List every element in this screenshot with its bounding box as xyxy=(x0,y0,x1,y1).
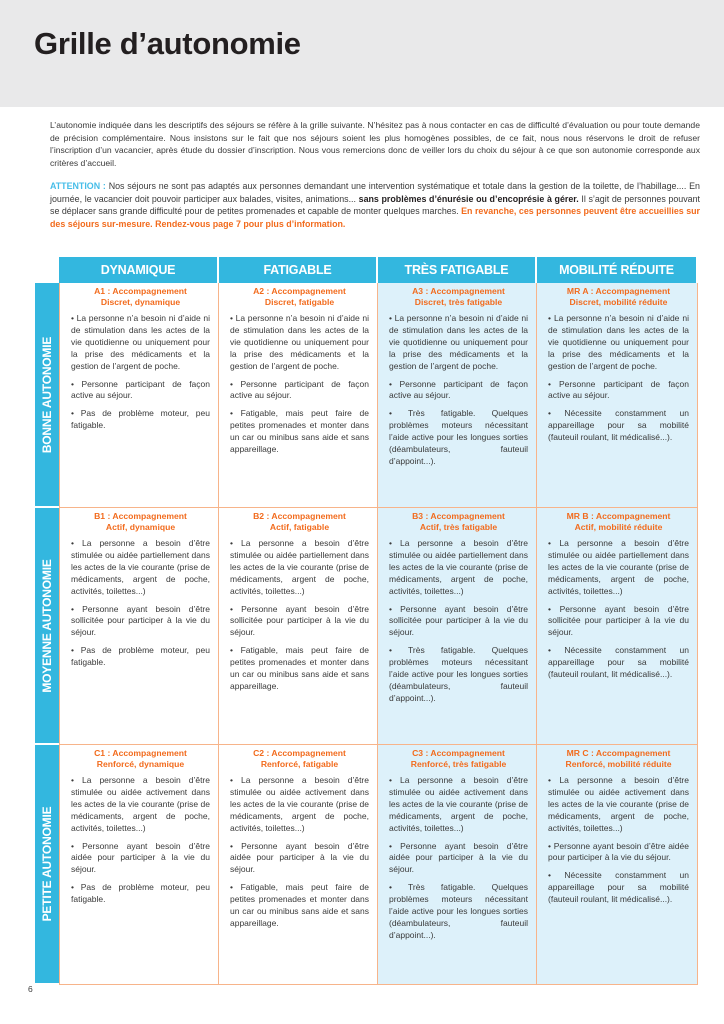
cell-bullet: • Pas de problème moteur, peu fatigable. xyxy=(71,408,210,431)
cell-bullet: • Personne participant de façon active au séjour. xyxy=(389,378,528,401)
cell-title: C2 : Accompagnement Renforcé, fatigable xyxy=(253,748,346,769)
grid-cell-b1 xyxy=(59,508,219,745)
cell-bullet: • Nécessite constamment un appareillage pour sa mobilité (fauteuil roulant, lit médicalisé...). xyxy=(548,645,689,680)
page-title: Grille d’autonomie xyxy=(34,26,301,61)
grid-cell-a1 xyxy=(59,283,219,508)
cell-bullet: • Personne ayant besoin d’être aidée pour participer à la vie du séjour. xyxy=(548,840,689,863)
cell-bullet: • Personne ayant besoin d’être aidée pour participer à la vie du séjour. xyxy=(230,840,369,875)
cell-bullet: • Personne participant de façon active au séjour. xyxy=(230,378,369,401)
attention-text-1: Nos séjours ne sont pas adaptés aux personnes demandant une intervention systématique et totale dans la gestion de la toilette, de l’habillage.... En journée, le vacancier doit pouvoir participer aux balades, visites, animations... xyxy=(50,181,700,204)
grid-cell-mr-c xyxy=(537,745,698,985)
cell-bullet: • Très fatigable. Quelques problèmes moteurs nécessitant l’aide active pour les longues sorties (déambulateurs, fauteuil d’appoint...). xyxy=(389,882,528,940)
cell-bullet: • Personne participant de façon active au séjour. xyxy=(548,378,689,401)
cell-title: MR A : Accompagnement Discret, mobilité réduite xyxy=(566,286,671,307)
cell-bullet: • Fatigable, mais peut faire de petites promenades et monter dans un car ou minibus sans aide et sans appareillage. xyxy=(230,408,369,455)
cell-title: MR B : Accompagnement Actif, mobilité réduite xyxy=(566,511,671,532)
cell-bullet: • La personne a besoin d’être stimulée ou aidée partiellement dans les actes de la vie courante (prise de médicaments, argent de poche, activités, toilettes...) xyxy=(548,538,689,596)
attention-paragraph xyxy=(50,180,700,231)
grid-cell-c2 xyxy=(219,745,378,985)
cell-bullet: • Personne participant de façon active au séjour. xyxy=(71,378,210,401)
grid-cell-mr-b xyxy=(537,508,698,745)
cell-bullet: • Fatigable, mais peut faire de petites promenades et monter dans un car ou minibus sans aide et sans appareillage. xyxy=(230,882,369,928)
grid-cell-a3 xyxy=(378,283,537,508)
grid-cell-mr-a xyxy=(537,283,698,508)
grid-cell-c3 xyxy=(378,745,537,985)
cell-title: B2 : Accompagnement Actif, fatigable xyxy=(253,511,346,532)
attention-text-2: Il s’agit de personnes pouvant se déplacer sans grande difficulté pour de petites promenades et capable de monter quelques marches. xyxy=(50,193,701,217)
cell-bullet: • La personne n’a besoin ni d’aide ni de stimulation dans les actes de la vie quotidienne ou uniquement pour la prise des médicaments et la gestion de l’argent de poche. xyxy=(71,313,210,371)
cell-title: C3 : Accompagnement Renforcé, très fatigable xyxy=(410,748,507,769)
page-number: 6 xyxy=(28,984,33,994)
page-header xyxy=(0,0,724,107)
cell-bullet: • La personne a besoin d’être stimulée ou aidée activement dans les actes de la vie courante (prise de médicaments, argent de poche, activités, toilettes...) xyxy=(230,775,369,833)
cell-bullet: • La personne a besoin d’être stimulée ou aidée partiellement dans les actes de la vie courante (prise de médicaments, argent de poche, activités, toilettes...) xyxy=(230,538,369,596)
cell-bullet: • La personne a besoin d’être stimulée ou aidée activement dans les actes de la vie courante (prise de médicaments, argent de poche, activités, toilettes...) xyxy=(389,775,528,833)
cell-bullet: • Personne ayant besoin d’être sollicitée pour participer à la vie du séjour. xyxy=(389,603,528,638)
grid-cell-c1 xyxy=(59,745,219,985)
cell-bullet: • La personne n’a besoin ni d’aide ni de stimulation dans les actes de la vie quotidienne ou uniquement pour la prise des médicaments et la gestion de l’argent de poche. xyxy=(548,313,689,371)
row-header-petite-autonomie xyxy=(35,745,59,985)
cell-bullet: • Personne ayant besoin d’être sollicitée pour participer à la vie du séjour. xyxy=(548,603,689,638)
grid-cell-b3 xyxy=(378,508,537,745)
cell-title: MR C : Accompagnement Renforcé, mobilité réduite xyxy=(565,748,672,769)
grid-cell-a2 xyxy=(219,283,378,508)
cell-bullet: • Très fatigable. Quelques problèmes moteurs nécessitant l’aide active pour les longues sorties (déambulateurs, fauteuil d’appoint...). xyxy=(389,408,528,466)
column-header-fatigable: FATIGABLE xyxy=(219,257,378,283)
cell-title: C1 : Accompagnement Renforcé, dynamique xyxy=(94,748,187,769)
cell-title: B1 : Accompagnement Actif, dynamique xyxy=(94,511,187,532)
attention-orange-text: En revanche, ces personnes peuvent être accueillies sur des séjours sur-mesure. Rendez-vous page 7 pour plus d’information. xyxy=(50,206,701,230)
cell-bullet: • Nécessite constamment un appareillage pour sa mobilité (fauteuil roulant, lit médicalisé...). xyxy=(548,870,689,905)
column-header-mobilite-reduite: MOBILITÉ RÉDUITE xyxy=(537,257,698,283)
cell-bullet: • Pas de problème moteur, peu fatigable. xyxy=(71,882,210,905)
attention-bold-text: sans problèmes d’énurésie ou d’encoprésie à gérer. xyxy=(358,193,579,204)
cell-bullet: • Fatigable, mais peut faire de petites promenades et monter dans un car ou minibus sans aide et sans appareillage. xyxy=(230,645,369,691)
grid-cell-b2 xyxy=(219,508,378,745)
cell-title: A3 : Accompagnement Discret, très fatigable xyxy=(412,286,505,307)
cell-title: A1 : Accompagnement Discret, dynamique xyxy=(94,286,187,307)
cell-bullet: • Personne ayant besoin d’être sollicitée pour participer à la vie du séjour. xyxy=(71,603,210,638)
cell-bullet: • La personne a besoin d’être stimulée ou aidée partiellement dans les actes de la vie courante (prise de médicaments, argent de poche, activités, toilettes...) xyxy=(71,538,210,596)
column-header-tres-fatigable: TRÈS FATIGABLE xyxy=(378,257,537,283)
attention-label: ATTENTION : xyxy=(50,181,106,191)
row-header-moyenne-autonomie xyxy=(35,508,59,745)
cell-bullet: • La personne a besoin d’être stimulée ou aidée partiellement dans les actes de la vie courante (prise de médicaments, argent de poche, activités, toilettes...) xyxy=(389,538,528,596)
cell-bullet: • Nécessite constamment un appareillage pour sa mobilité (fauteuil roulant, lit médicalisé...). xyxy=(548,408,689,443)
intro-paragraph: L’autonomie indiquée dans les descriptifs des séjours se réfère à la grille suivante. N’hésitez pas à nous contacter en cas de difficulté d’évaluation ou pour toute demande de précision complémentaire. Nous insistons sur le fait que nos séjours soient les plus homogènes possibles, de ce fait, nous nous réservons le droit de refuser l’inscription d’un vacancier, après étude du dossier d’inscription. Nous vous remercions donc de veiller lors du choix du séjour à ce que son autonomie corresponde aux critères d’accueil. xyxy=(50,120,700,168)
cell-bullet: • La personne n’a besoin ni d’aide ni de stimulation dans les actes de la vie quotidienne ou uniquement pour la prise des médicaments et la gestion de l’argent de poche. xyxy=(230,313,369,371)
autonomy-grid xyxy=(35,257,698,985)
row-header-label: BONNE AUTONOMIE xyxy=(40,336,54,453)
cell-bullet: • Très fatigable. Quelques problèmes moteurs nécessitant l’aide active pour les longues sorties (déambulateurs, fauteuil d’appoint...). xyxy=(389,645,528,703)
cell-bullet: • Personne ayant besoin d’être aidée pour participer à la vie du séjour. xyxy=(389,840,528,875)
cell-bullet: • Personne ayant besoin d’être sollicitée pour participer à la vie du séjour. xyxy=(230,603,369,638)
cell-title: A2 : Accompagnement Discret, fatigable xyxy=(253,286,346,307)
row-header-label: MOYENNE AUTONOMIE xyxy=(40,558,54,693)
row-header-label: PETITE AUTONOMIE xyxy=(40,806,54,922)
cell-bullet: • La personne n’a besoin ni d’aide ni de stimulation dans les actes de la vie quotidienne ou uniquement pour la prise des médicaments et la gestion de l’argent de poche. xyxy=(389,313,528,371)
cell-bullet: • La personne a besoin d’être stimulée ou aidée activement dans les actes de la vie courante (prise de médicaments, argent de poche, activités, toilettes...) xyxy=(71,775,210,833)
cell-title: B3 : Accompagnement Actif, très fatigable xyxy=(412,511,505,532)
cell-bullet: • Pas de problème moteur, peu fatigable. xyxy=(71,645,210,668)
cell-bullet: • Personne ayant besoin d’être aidée pour participer à la vie du séjour. xyxy=(71,840,210,875)
cell-bullet: • La personne a besoin d’être stimulée ou aidée activement dans les actes de la vie courante (prise de médicaments, argent de poche, activités, toilettes...) xyxy=(548,775,689,833)
row-header-bonne-autonomie xyxy=(35,283,59,508)
column-header-dynamique: DYNAMIQUE xyxy=(59,257,219,283)
